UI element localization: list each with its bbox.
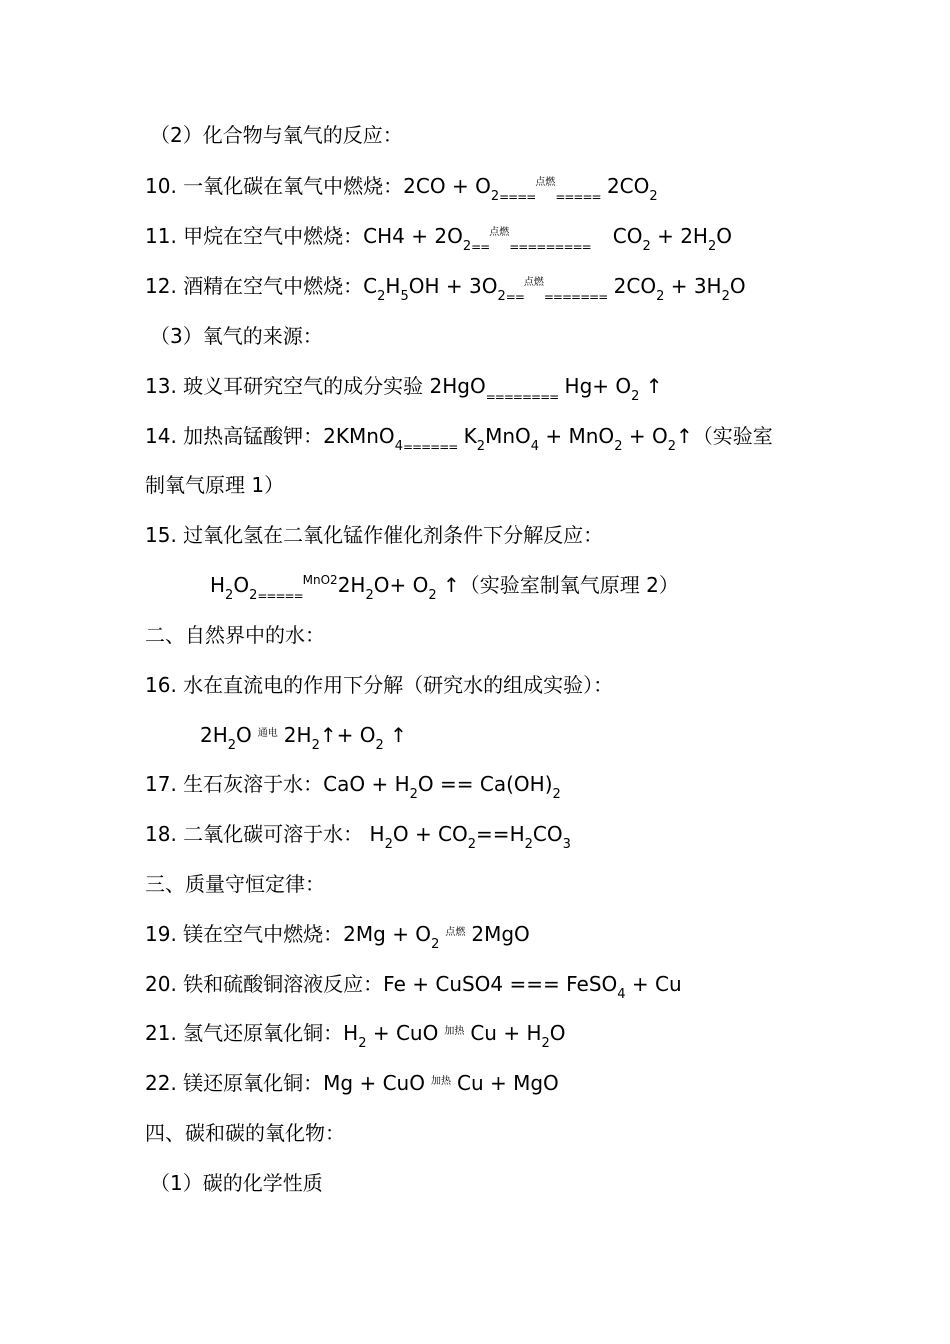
- section-heading-carbon-oxides: 四、碳和碳的氧化物：: [145, 1121, 345, 1145]
- section-heading-natural-water: 二、自然界中的水：: [145, 623, 325, 647]
- equation-15-description: 15. 过氧化氢在二氧化锰作催化剂条件下分解反应：: [145, 523, 604, 547]
- equation-10: 10. 一氧化碳在氧气中燃烧：$2CO + O_{2====}^{点燃}_{=====}$ $2CO_2$: [145, 174, 658, 204]
- equation-18: 18. 二氧化碳可溶于水： $H_2O + CO_2==H_2CO_3$: [145, 822, 571, 852]
- equation-15: $H_2O_{2=====}^{MnO2}2H_2O+ O_2$ ↑（实验室制氧气原理 2）: [210, 573, 679, 603]
- section-heading-compound-oxygen: （2）化合物与氧气的反应：: [150, 123, 403, 147]
- section-heading-carbon-properties: （1）碳的化学性质: [150, 1171, 323, 1195]
- section-heading-mass-conservation: 三、质量守恒定律：: [145, 872, 325, 896]
- equation-13: 13. 玻义耳研究空气的成分实验 2HgO$_{========}$ $Hg+ O_2$ ↑: [145, 374, 663, 404]
- equation-20: 20. 铁和硫酸铜溶液反应：Fe + CuSO4 === FeSO$_4$ + Cu: [145, 972, 682, 1002]
- equation-14-continuation: 制氧气原理 1）: [145, 473, 285, 497]
- equation-11: 11. 甲烷在空气中燃烧：$CH4 + 2O_{2==}^{点燃}_{=========}$ $CO_2 + 2H_2O$: [145, 224, 733, 254]
- equation-16: $2H_2O$ $^{通电}$ $2H_2↑+ O_2$ ↑: [200, 723, 407, 753]
- equation-19: 19. 镁在空气中燃烧：$2Mg + O_2^{点燃}$ 2MgO: [145, 922, 530, 952]
- equation-22: 22. 镁还原氧化铜：Mg + CuO $^{加热}$ Cu + MgO: [145, 1071, 559, 1095]
- equation-14: 14. 加热高锰酸钾：2KMnO$_{4======}$ $K_2MnO_4 + MnO_2$ + $O_2↑$（实验室: [145, 424, 773, 454]
- equation-16-description: 16. 水在直流电的作用下分解（研究水的组成实验）：: [145, 673, 614, 697]
- equation-12: 12. 酒精在空气中燃烧：$C_2H_5OH + 3O_{2==}^{点燃}_{=======}$ $2CO_2 + 3H_2O$: [145, 274, 746, 304]
- equation-21: 21. 氢气还原氧化铜：$H_2$ + CuO $^{加热}$ $Cu + H_2O$: [145, 1021, 566, 1051]
- section-heading-oxygen-source: （3）氧气的来源：: [150, 324, 323, 348]
- equation-17: 17. 生石灰溶于水：CaO + $H_2O == Ca(OH)_2$: [145, 772, 561, 802]
